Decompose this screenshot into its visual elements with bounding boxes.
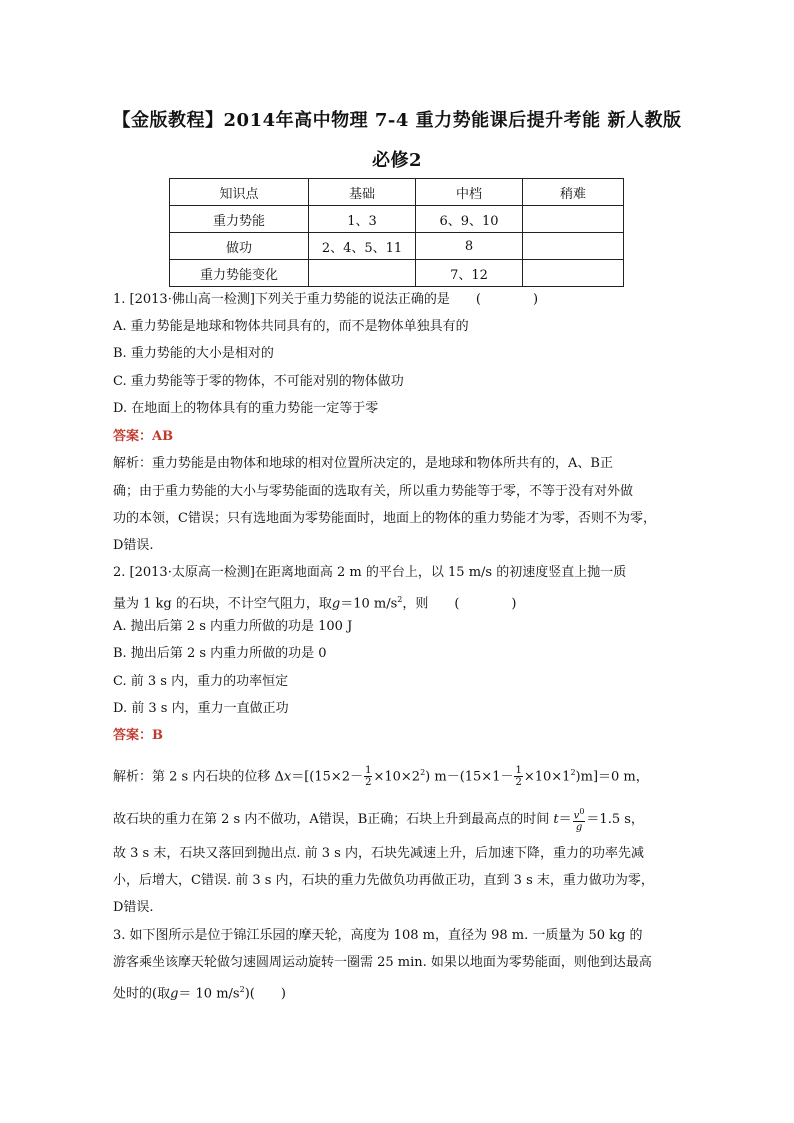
table-cell — [523, 206, 624, 233]
question-1-analysis-line: D错误. — [113, 538, 154, 553]
answer-value: B — [152, 728, 164, 743]
question-1-option-c: C. 重力势能等于零的物体，不可能对别的物体做功 — [113, 374, 404, 389]
table-cell: 6、9、10 — [416, 206, 523, 233]
fraction-v0-over-g: $\frac{v^0}{g}$ — [573, 807, 585, 834]
question-1-analysis-line: 功的本领，C错误；只有选地面为零势能面时，地面上的物体的重力势能才为零，否则不为零， — [113, 511, 656, 526]
question-2-option-b: B. 抛出后第 2 s 内重力所做的功是 0 — [113, 646, 327, 661]
table-row — [170, 206, 624, 233]
table-header-cell: 中档 — [416, 179, 523, 206]
document-title: 【金版教程】2014年高中物理 7-4 重力势能课后提升考能 新人教版 — [112, 110, 682, 131]
table-row — [170, 233, 624, 260]
table-header-cell: 基础 — [309, 179, 416, 206]
question-2-option-c: C. 前 3 s 内，重力的功率恒定 — [113, 674, 289, 689]
question-2-analysis-line: D错误. — [113, 900, 154, 915]
table-cell: 7、12 — [416, 260, 523, 287]
question-2-stem-continued: 量为 1 kg 的石块，不计空气阻力，取g＝10 $m/s^2$，则 ( ) — [113, 595, 517, 612]
fraction-one-half: $\frac{1}{2}$ — [365, 765, 372, 789]
question-2-analysis-line: 小，后增大，C错误. 前 3 s 内，石块的重力先做负功再做正功，直到 3 s 末，重力做功为零， — [113, 873, 654, 888]
question-2-answer — [113, 727, 163, 745]
table-cell — [523, 233, 624, 260]
question-3-stem: 3. 如下图所示是位于锦江乐园的摩天轮，高度为 108 m，直径为 98 m. 一质量为 50 kg 的 — [113, 928, 643, 943]
question-3-stem-continued: 处时的(取g＝ 10 $m/s^2$)( ) — [113, 985, 286, 1002]
question-1-option-a: A. 重力势能是地球和物体共同具有的，而不是物体单独具有的 — [113, 319, 469, 334]
table-cell: 重力势能 — [170, 206, 309, 233]
question-1-option-b: B. 重力势能的大小是相对的 — [113, 346, 274, 361]
table-row — [170, 260, 624, 287]
question-1-analysis-line: 确；由于重力势能的大小与零势能面的选取有关，所以重力势能等于零，不等于没有对外做 — [113, 484, 634, 499]
answer-value: AB — [152, 429, 174, 444]
question-2-option-d: D. 前 3 s 内，重力一直做正功 — [113, 701, 289, 716]
question-2-analysis-line: 解析：第 2 s 内石块的位移 Δx＝[(15×2－ $\frac{1}{2}$ $\times 10\times 2^2$) m－(15×1－ $\frac{1}{2}$ $\times 10\times 1^2)m]=0$ m， — [113, 765, 649, 789]
question-3-stem-continued: 游客乘坐该摩天轮做匀速圆周运动旋转一圈需 25 min. 如果以地面为零势能面，则他到达最高 — [113, 955, 652, 970]
question-1-answer — [113, 428, 173, 446]
fraction-one-half: $\frac{1}{2}$ — [515, 765, 522, 789]
table-cell: 2、4、5、11 — [309, 233, 416, 260]
question-1-analysis-line: 解析：重力势能是由物体和地球的相对位置所决定的，是地球和物体所共有的，A、B正 — [113, 456, 613, 471]
question-2-option-a: A. 抛出后第 2 s 内重力所做的功是 100 J — [113, 619, 353, 634]
answer-label: 答案： — [113, 429, 153, 444]
question-2-analysis-line: 故 3 s 末，石块又落回到抛出点. 前 3 s 内，石块先减速上升，后加速下降，重力的功率先减 — [113, 846, 644, 861]
knowledge-point-table — [169, 178, 624, 287]
document-title-continued: 必修2 — [371, 150, 423, 171]
table-header-cell: 知识点 — [170, 179, 309, 206]
table-cell: 做功 — [170, 233, 309, 260]
question-2-stem: 2. [2013·太原高一检测]在距离地面高 2 m 的平台上，以 15 m/s 的初速度竖直上抛一质 — [113, 565, 627, 580]
answer-label: 答案： — [113, 728, 153, 743]
table-cell: 8 — [416, 233, 523, 260]
table-cell: 1、3 — [309, 206, 416, 233]
table-header-cell: 稍难 — [523, 179, 624, 206]
table-cell — [309, 260, 416, 287]
question-1-stem: 1. [2013·佛山高一检测]下列关于重力势能的说法正确的是 ( ) — [113, 292, 539, 307]
table-header-row — [170, 179, 624, 206]
table-cell: 重力势能变化 — [170, 260, 309, 287]
table-cell — [523, 260, 624, 287]
question-1-option-d: D. 在地面上的物体具有的重力势能一定等于零 — [113, 401, 379, 416]
question-2-analysis-line: 故石块的重力在第 2 s 内不做功，A错误，B正确；石块上升到最高点的时间 t＝ $\frac{v^0}{g}=1.5$ s， — [113, 807, 644, 834]
